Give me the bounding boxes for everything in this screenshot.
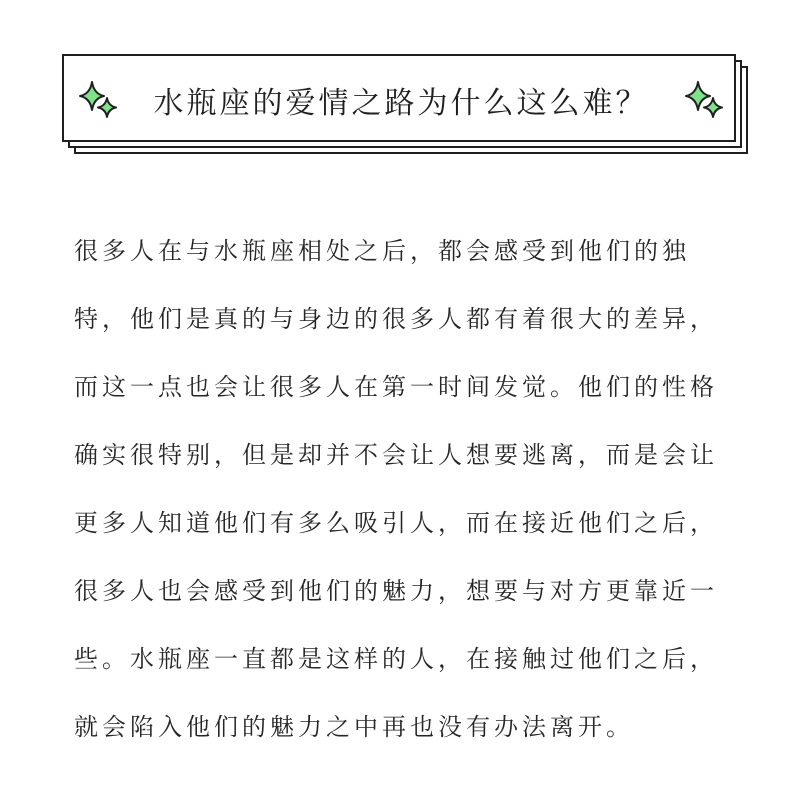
body-line: 些。水瓶座一直都是这样的人，在接触过他们之后，: [74, 645, 718, 673]
body-line: 很多人也会感受到他们的魅力，想要与对方更靠近一: [74, 577, 718, 605]
body-line: 特，他们是真的与身边的很多人都有着很大的差异，: [74, 305, 718, 333]
body-line: 很多人在与水瓶座相处之后，都会感受到他们的独: [74, 237, 690, 265]
body-line: 就会陷入他们的魅力之中再也没有办法离开。: [74, 713, 634, 741]
body-line: 而这一点也会让很多人在第一时间发觉。他们的性格: [74, 373, 718, 401]
page-title: 水瓶座的爱情之路为什么这么难？: [153, 86, 649, 121]
sparkle-icon: [682, 78, 726, 122]
body-line: 更多人知道他们有多么吸引人，而在接近他们之后，: [74, 509, 718, 537]
body-line: 确实很特别，但是却并不会让人想要逃离，而是会让: [74, 441, 718, 469]
title-banner: [62, 54, 750, 156]
sparkle-icon: [76, 78, 120, 122]
title-content: [64, 56, 738, 144]
title-frame-front: [62, 54, 736, 142]
article-body: [74, 217, 734, 761]
